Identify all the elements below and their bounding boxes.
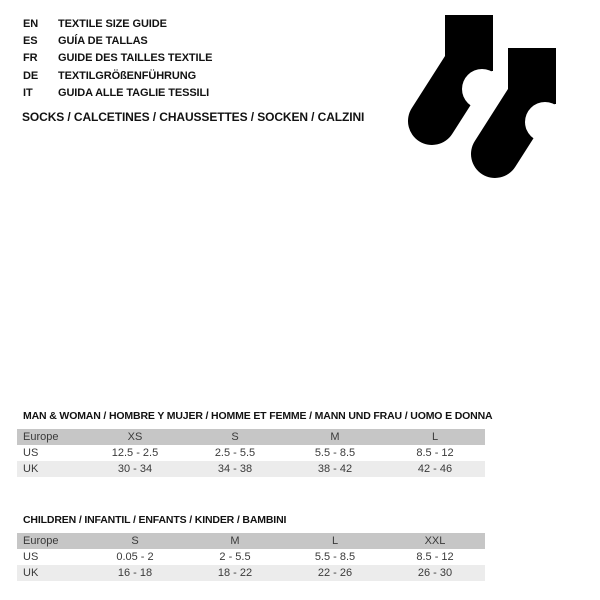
language-code: ES <box>23 35 38 48</box>
table-row-uk <box>17 461 485 477</box>
language-title: TEXTILGRÖßENFÜHRUNG <box>58 69 197 82</box>
language-code: DE <box>23 69 39 82</box>
size-cell: 8.5 - 12 <box>416 447 454 459</box>
size-header-cell: L <box>285 533 385 549</box>
size-header-cell: XS <box>85 429 185 445</box>
size-cell: 5.5 - 8.5 <box>314 551 356 563</box>
region-cell: UK <box>17 461 85 477</box>
size-cell: 42 - 46 <box>385 461 485 477</box>
size-cell: 2 - 5.5 <box>219 551 251 563</box>
region-cell: US <box>23 447 39 459</box>
language-row-it <box>23 85 212 102</box>
language-title: GUIDA ALLE TAGLIE TESSILI <box>58 87 210 100</box>
table-row-us <box>17 549 485 565</box>
region-header-cell: Europe <box>17 533 85 549</box>
language-code: IT <box>23 87 33 100</box>
region-header-cell: Europe <box>17 429 85 445</box>
adult-table-title: MAN & WOMAN / HOMBRE Y MUJER / HOMME ET FEMME / MANN UND FRAU / UOMO E DONNA <box>23 410 493 422</box>
table-row-us <box>17 445 485 461</box>
language-code: FR <box>23 52 38 65</box>
language-row-es <box>23 32 212 49</box>
language-title: GUÍA DE TALLAS <box>58 35 148 48</box>
size-cell: 16 - 18 <box>85 565 185 581</box>
socks-icon <box>408 13 576 191</box>
size-cell: 34 - 38 <box>185 461 285 477</box>
size-cell: 2.5 - 5.5 <box>214 447 256 459</box>
table-row-uk <box>17 565 485 581</box>
language-row-en <box>23 15 212 32</box>
size-header-cell: M <box>285 429 385 445</box>
language-row-fr <box>23 50 212 67</box>
region-cell: US <box>23 551 39 563</box>
language-title: TEXTILE SIZE GUIDE <box>58 17 167 30</box>
children-size-table <box>17 533 485 581</box>
size-cell: 8.5 - 12 <box>416 551 454 563</box>
size-cell: 12.5 - 2.5 <box>111 447 159 459</box>
size-cell: 22 - 26 <box>285 565 385 581</box>
language-row-de <box>23 67 212 84</box>
size-header-cell: S <box>85 533 185 549</box>
size-header-cell: M <box>185 533 285 549</box>
size-header-cell: L <box>385 429 485 445</box>
children-table-header-row <box>17 533 485 549</box>
size-cell: 5.5 - 8.5 <box>314 447 356 459</box>
size-cell: 38 - 42 <box>285 461 385 477</box>
language-title-block <box>23 15 212 102</box>
region-cell: UK <box>17 565 85 581</box>
language-code: EN <box>23 17 39 30</box>
size-header-cell: XXL <box>385 533 485 549</box>
children-table-title: CHILDREN / INFANTIL / ENFANTS / KINDER / BAMBINI <box>23 514 287 526</box>
size-header-cell: S <box>185 429 285 445</box>
adult-table-header-row <box>17 429 485 445</box>
size-cell: 18 - 22 <box>185 565 285 581</box>
adult-size-table <box>17 429 485 477</box>
size-cell: 26 - 30 <box>385 565 485 581</box>
language-title: GUIDE DES TAILLES TEXTILE <box>58 52 213 65</box>
category-line: SOCKS / CALCETINES / CHAUSSETTES / SOCKEN / CALZINI <box>22 110 365 124</box>
size-cell: 30 - 34 <box>85 461 185 477</box>
size-cell: 0.05 - 2 <box>116 551 154 563</box>
